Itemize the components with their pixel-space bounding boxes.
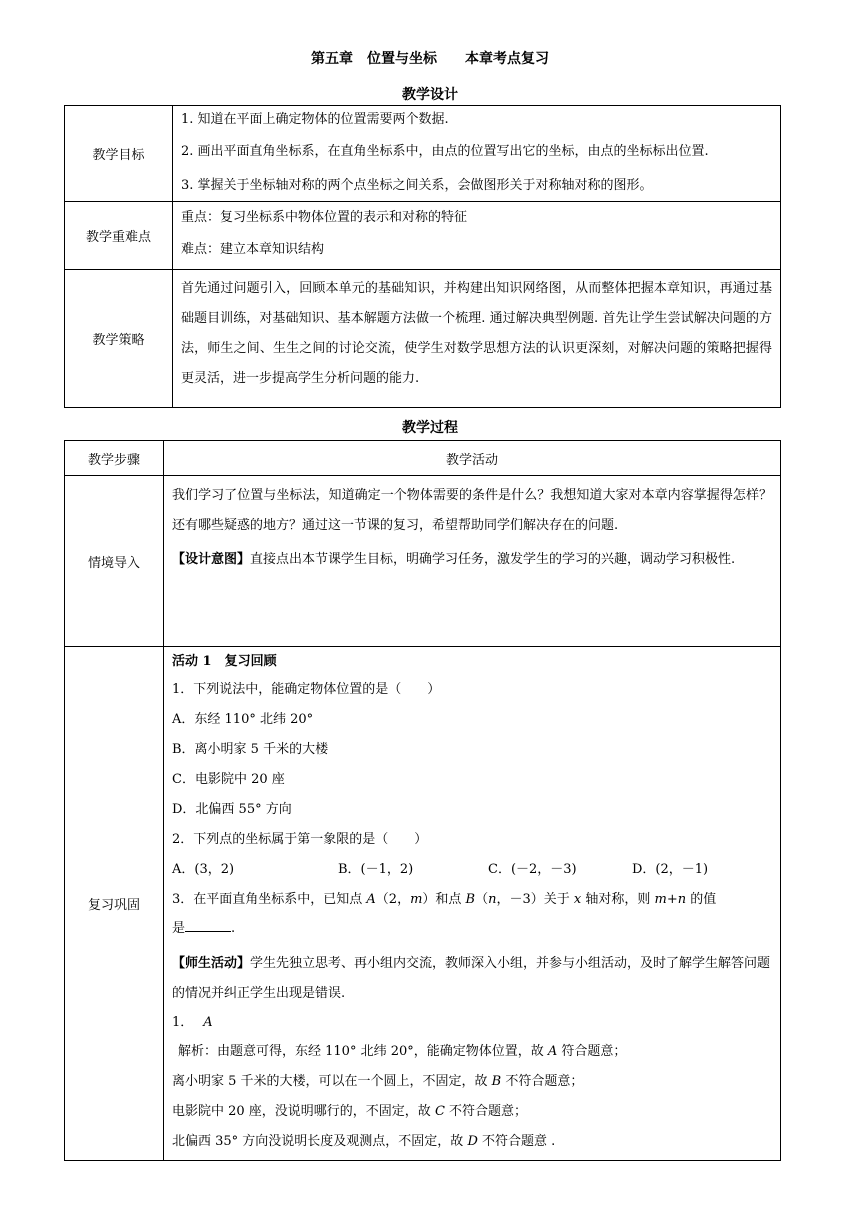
- answer-letter: A: [203, 1015, 213, 1030]
- intro-text: 我们学习了位置与坐标法，知道确定一个物体需要的条件是什么？我想知道大家对本章内容掌握得怎样？还有哪些疑惑的地方？通过这一节课的复习，希望帮助同学们解决存在的问题.: [172, 488, 772, 533]
- goal-item: 1. 知道在平面上确定物体的位置需要两个数据.: [181, 112, 449, 127]
- teacher-text: 学生先独立思考、再小组内交流，教师深入小组，并参与小组活动，及时了解学生解答问题的情况并纠正学生出现是错误.: [172, 956, 771, 1001]
- question-3-cont: [172, 915, 772, 943]
- process-header-row: [65, 441, 781, 476]
- question-3: [172, 885, 772, 915]
- q3-text: 是: [172, 921, 186, 936]
- process-table: [64, 440, 781, 1161]
- review-row: [65, 647, 781, 1161]
- q2-option: C．(－2，－3): [488, 862, 577, 877]
- q3-var: x: [573, 892, 582, 907]
- goal-item: 2. 画出平面直角坐标系，在直角坐标系中，由点的位置写出它的坐标，由点的坐标标出位置.: [181, 144, 709, 159]
- analysis-text: 离小明家 5 千米的大楼，可以在一个圆上，不固定，故: [172, 1074, 492, 1089]
- page-title: 第五章 位置与坐标 本章考点复习: [311, 51, 549, 67]
- teacher-activity: [172, 949, 772, 1009]
- process-section-title: 教学过程: [402, 420, 458, 436]
- design-intent: [172, 545, 772, 575]
- col-activity-header: 教学活动: [164, 441, 781, 476]
- goal-item: 3. 掌握关于坐标轴对称的两个点坐标之间关系，会做图形关于对称轴对称的图形。: [181, 178, 653, 193]
- intro-row: [65, 476, 781, 647]
- answer-1: [172, 1009, 772, 1037]
- intro-content: [164, 476, 781, 647]
- analysis-var: B: [491, 1074, 502, 1089]
- difficulty-row: [65, 202, 781, 270]
- goals-label: 教学目标: [65, 106, 173, 202]
- answer-num: 1．: [172, 1015, 194, 1030]
- q2-option: D．(2，－1): [632, 862, 709, 877]
- key-point: 重点：复习坐标系中物体位置的表示和对称的特征: [181, 210, 468, 225]
- q2-option: A．(3，2): [172, 862, 235, 877]
- q3-text: ，－3）关于: [496, 892, 574, 907]
- strategy-text: 首先通过问题引入，回顾本单元的基础知识，并构建出知识网络图，从而整体把握本章知识，再通过基础题目训练，对基础知识、基本解题方法做一个梳理. 通过解决典型例题. 首先让学生尝试解决问题的方法，师生之间、生生之间的讨论交流，使学生对数学思想方法的认识更深刻，对解决问题的策略把握得更灵活，进一步提高学生分析问题的能力.: [181, 281, 772, 386]
- question-2: 2．下列点的坐标属于第一象限的是（ ）: [172, 832, 428, 847]
- q3-var: m: [410, 892, 423, 907]
- analysis-var: D: [467, 1134, 478, 1149]
- q3-text: （2，: [375, 892, 411, 907]
- answer-blank: [185, 917, 231, 932]
- q3-text: .: [231, 921, 236, 936]
- q1-option: B．离小明家 5 千米的大楼: [172, 742, 329, 757]
- q1-option: C．电影院中 20 座: [172, 772, 285, 787]
- analysis-var: A: [547, 1044, 558, 1059]
- analysis-text: 不符合题意；: [501, 1074, 584, 1089]
- question-1: 1．下列说法中，能确定物体位置的是（ ）: [172, 682, 441, 697]
- difficulty-label: 教学重难点: [65, 202, 173, 270]
- q3-text: 3．在平面直角坐标系中，已知点: [172, 892, 367, 907]
- analysis-line: [172, 1097, 772, 1127]
- col-step-header: 教学步骤: [65, 441, 164, 476]
- analysis-text: 符合题意；: [557, 1044, 627, 1059]
- q3-var: n: [488, 892, 497, 907]
- analysis-text: 解析：由题意可得，东经 110° 北纬 20°，能确定物体位置，故: [178, 1044, 548, 1059]
- goals-row: [65, 106, 781, 202]
- intent-text: 直接点出本节课学生目标，明确学习任务，激发学生的学习的兴趣，调动学习积极性.: [250, 552, 736, 567]
- difficulty-content: [173, 202, 781, 270]
- review-content: [164, 647, 781, 1161]
- q3-var: A: [366, 892, 376, 907]
- q3-text: 轴对称，则: [581, 892, 655, 907]
- strategy-label: 教学策略: [65, 270, 173, 408]
- intro-label: 情境导入: [65, 476, 164, 647]
- analysis-text: 电影院中 20 座，没说明哪行的，不固定，故: [172, 1104, 435, 1119]
- q1-option: D．北偏西 55° 方向: [172, 802, 292, 817]
- analysis-line: [172, 1037, 772, 1067]
- analysis-text: 不符合题意；: [444, 1104, 528, 1119]
- q1-option: A．东经 110° 北纬 20°: [172, 712, 314, 727]
- q3-text: （: [475, 892, 489, 907]
- q2-option: B．(－1，2): [338, 862, 414, 877]
- analysis-line: [172, 1127, 772, 1157]
- review-label: 复习巩固: [65, 647, 164, 1161]
- analysis-line: [172, 1067, 772, 1097]
- analysis-text: 不符合题意 .: [477, 1134, 556, 1149]
- teacher-tag: 【师生活动】: [172, 956, 251, 971]
- activity-title: 活动 1 复习回顾: [172, 654, 277, 669]
- q3-var: B: [465, 892, 476, 907]
- q2-options: [172, 855, 772, 885]
- analysis-text: 北偏西 35° 方向没说明长度及观测点，不固定，故: [172, 1134, 468, 1149]
- design-section-title: 教学设计: [402, 87, 458, 103]
- design-table: [64, 105, 781, 408]
- q3-text: 的值: [686, 892, 717, 907]
- analysis-var: C: [434, 1104, 445, 1119]
- intent-tag: 【设计意图】: [172, 552, 251, 567]
- q3-var: m+n: [654, 892, 687, 907]
- q3-text: ）和点: [422, 892, 466, 907]
- goals-content: [173, 106, 781, 202]
- strategy-content: [173, 270, 781, 408]
- difficult-point: 难点：建立本章知识结构: [181, 242, 325, 257]
- strategy-row: [65, 270, 781, 408]
